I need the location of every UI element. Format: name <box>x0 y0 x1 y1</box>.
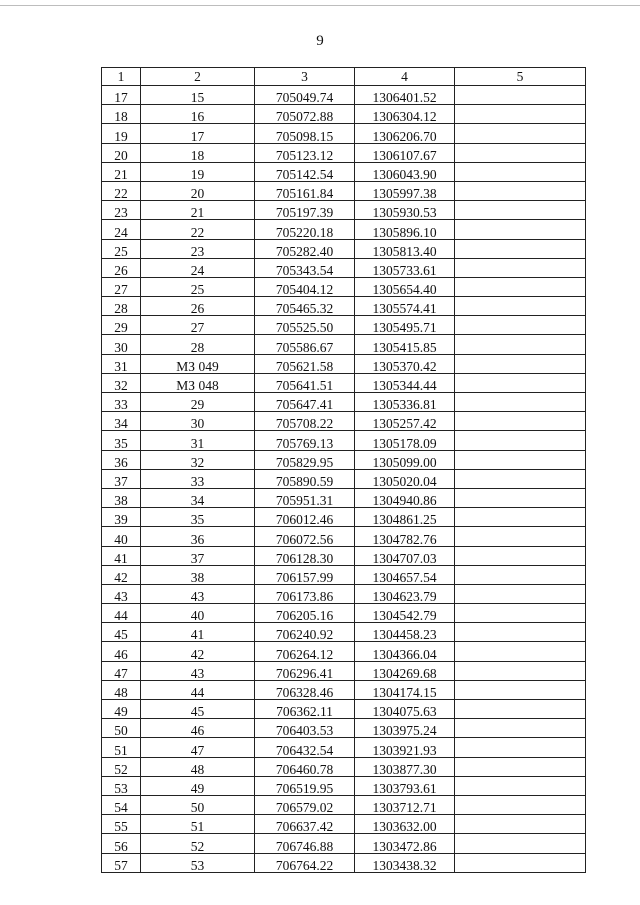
cell-point-id: 40 <box>141 604 255 623</box>
cell-note <box>455 316 586 335</box>
page-number: 9 <box>316 33 324 49</box>
cell-point-id: 18 <box>141 143 255 162</box>
cell-y-coordinate: 1306401.52 <box>355 86 455 105</box>
cell-x-coordinate: 705343.54 <box>255 258 355 277</box>
cell-row-number: 28 <box>102 297 141 316</box>
cell-note <box>455 412 586 431</box>
cell-point-id: 31 <box>141 431 255 450</box>
table-row <box>102 661 586 680</box>
cell-note <box>455 239 586 258</box>
cell-row-number: 30 <box>102 335 141 354</box>
table-row <box>102 680 586 699</box>
table-header-row <box>102 68 586 86</box>
cell-note <box>455 431 586 450</box>
cell-point-id: 28 <box>141 335 255 354</box>
cell-note <box>455 373 586 392</box>
cell-y-coordinate: 1306304.12 <box>355 105 455 124</box>
cell-point-id: 53 <box>141 853 255 872</box>
cell-point-id: 22 <box>141 220 255 239</box>
cell-row-number: 25 <box>102 239 141 258</box>
cell-y-coordinate: 1305574.41 <box>355 297 455 316</box>
cell-point-id: 35 <box>141 508 255 527</box>
cell-note <box>455 469 586 488</box>
cell-x-coordinate: 706012.46 <box>255 508 355 527</box>
table-row <box>102 527 586 546</box>
table-row <box>102 124 586 143</box>
cell-row-number: 40 <box>102 527 141 546</box>
cell-point-id: 48 <box>141 757 255 776</box>
cell-x-coordinate: 705049.74 <box>255 86 355 105</box>
cell-note <box>455 700 586 719</box>
cell-y-coordinate: 1305336.81 <box>355 393 455 412</box>
cell-note <box>455 450 586 469</box>
table-body <box>102 86 586 873</box>
cell-y-coordinate: 1305099.00 <box>355 450 455 469</box>
cell-x-coordinate: 705708.22 <box>255 412 355 431</box>
cell-x-coordinate: 706296.41 <box>255 661 355 680</box>
cell-y-coordinate: 1306043.90 <box>355 162 455 181</box>
cell-point-id: 44 <box>141 680 255 699</box>
cell-note <box>455 393 586 412</box>
cell-x-coordinate: 706264.12 <box>255 642 355 661</box>
cell-point-id: 49 <box>141 776 255 795</box>
cell-x-coordinate: 706362.11 <box>255 700 355 719</box>
cell-point-id: 24 <box>141 258 255 277</box>
cell-y-coordinate: 1303877.30 <box>355 757 455 776</box>
cell-y-coordinate: 1305257.42 <box>355 412 455 431</box>
cell-y-coordinate: 1304174.15 <box>355 680 455 699</box>
table-row <box>102 181 586 200</box>
cell-row-number: 23 <box>102 201 141 220</box>
cell-x-coordinate: 706637.42 <box>255 815 355 834</box>
cell-point-id: 23 <box>141 239 255 258</box>
cell-point-id: 26 <box>141 297 255 316</box>
cell-row-number: 31 <box>102 354 141 373</box>
cell-note <box>455 86 586 105</box>
table-row <box>102 815 586 834</box>
cell-point-id: 20 <box>141 181 255 200</box>
cell-row-number: 18 <box>102 105 141 124</box>
cell-row-number: 39 <box>102 508 141 527</box>
cell-y-coordinate: 1303793.61 <box>355 776 455 795</box>
cell-point-id: 21 <box>141 201 255 220</box>
table-row <box>102 776 586 795</box>
cell-point-id: 45 <box>141 700 255 719</box>
cell-x-coordinate: 705525.50 <box>255 316 355 335</box>
cell-note <box>455 738 586 757</box>
cell-y-coordinate: 1304940.86 <box>355 488 455 507</box>
cell-y-coordinate: 1304782.76 <box>355 527 455 546</box>
cell-y-coordinate: 1304269.68 <box>355 661 455 680</box>
cell-y-coordinate: 1304707.03 <box>355 546 455 565</box>
table-row <box>102 604 586 623</box>
top-rule <box>0 5 640 6</box>
cell-x-coordinate: 706746.88 <box>255 834 355 853</box>
cell-row-number: 56 <box>102 834 141 853</box>
cell-note <box>455 776 586 795</box>
cell-note <box>455 124 586 143</box>
cell-note <box>455 584 586 603</box>
cell-x-coordinate: 705282.40 <box>255 239 355 258</box>
cell-point-id: 41 <box>141 623 255 642</box>
cell-row-number: 34 <box>102 412 141 431</box>
cell-y-coordinate: 1303472.86 <box>355 834 455 853</box>
cell-row-number: 24 <box>102 220 141 239</box>
cell-row-number: 44 <box>102 604 141 623</box>
cell-x-coordinate: 706157.99 <box>255 565 355 584</box>
cell-row-number: 53 <box>102 776 141 795</box>
table-row <box>102 508 586 527</box>
cell-note <box>455 795 586 814</box>
cell-row-number: 46 <box>102 642 141 661</box>
cell-row-number: 48 <box>102 680 141 699</box>
cell-note <box>455 527 586 546</box>
table-row <box>102 853 586 872</box>
table-row <box>102 412 586 431</box>
cell-note <box>455 565 586 584</box>
cell-y-coordinate: 1303975.24 <box>355 719 455 738</box>
table-row <box>102 143 586 162</box>
cell-point-id: 29 <box>141 393 255 412</box>
cell-x-coordinate: 705098.15 <box>255 124 355 143</box>
cell-x-coordinate: 705404.12 <box>255 277 355 296</box>
cell-row-number: 29 <box>102 316 141 335</box>
cell-point-id: 15 <box>141 86 255 105</box>
cell-row-number: 47 <box>102 661 141 680</box>
cell-y-coordinate: 1305733.61 <box>355 258 455 277</box>
cell-y-coordinate: 1305896.10 <box>355 220 455 239</box>
cell-point-id: 27 <box>141 316 255 335</box>
cell-note <box>455 258 586 277</box>
table-row <box>102 719 586 738</box>
cell-row-number: 42 <box>102 565 141 584</box>
cell-row-number: 21 <box>102 162 141 181</box>
cell-point-id: 43 <box>141 584 255 603</box>
cell-point-id: 33 <box>141 469 255 488</box>
cell-note <box>455 277 586 296</box>
cell-point-id: МЗ 049 <box>141 354 255 373</box>
cell-row-number: 36 <box>102 450 141 469</box>
table-row <box>102 584 586 603</box>
cell-row-number: 26 <box>102 258 141 277</box>
cell-x-coordinate: 706072.56 <box>255 527 355 546</box>
cell-x-coordinate: 705465.32 <box>255 297 355 316</box>
cell-x-coordinate: 705586.67 <box>255 335 355 354</box>
cell-note <box>455 297 586 316</box>
cell-point-id: 42 <box>141 642 255 661</box>
cell-note <box>455 834 586 853</box>
cell-note <box>455 201 586 220</box>
cell-note <box>455 105 586 124</box>
cell-y-coordinate: 1304366.04 <box>355 642 455 661</box>
table-row <box>102 373 586 392</box>
table-row <box>102 431 586 450</box>
cell-note <box>455 143 586 162</box>
table-row <box>102 354 586 373</box>
cell-y-coordinate: 1304075.63 <box>355 700 455 719</box>
cell-row-number: 37 <box>102 469 141 488</box>
cell-x-coordinate: 705951.31 <box>255 488 355 507</box>
table-row <box>102 700 586 719</box>
table-row <box>102 488 586 507</box>
cell-point-id: 34 <box>141 488 255 507</box>
cell-x-coordinate: 706205.16 <box>255 604 355 623</box>
cell-point-id: 37 <box>141 546 255 565</box>
cell-row-number: 20 <box>102 143 141 162</box>
cell-row-number: 41 <box>102 546 141 565</box>
cell-row-number: 17 <box>102 86 141 105</box>
table-row <box>102 738 586 757</box>
cell-row-number: 54 <box>102 795 141 814</box>
cell-point-id: 30 <box>141 412 255 431</box>
cell-x-coordinate: 706240.92 <box>255 623 355 642</box>
table-row <box>102 393 586 412</box>
cell-x-coordinate: 706432.54 <box>255 738 355 757</box>
cell-note <box>455 488 586 507</box>
cell-note <box>455 604 586 623</box>
cell-point-id: 19 <box>141 162 255 181</box>
cell-note <box>455 623 586 642</box>
cell-row-number: 35 <box>102 431 141 450</box>
cell-x-coordinate: 705072.88 <box>255 105 355 124</box>
table-row <box>102 201 586 220</box>
cell-y-coordinate: 1304657.54 <box>355 565 455 584</box>
cell-point-id: 43 <box>141 661 255 680</box>
cell-point-id: 32 <box>141 450 255 469</box>
table-row <box>102 642 586 661</box>
column-header: 3 <box>255 68 355 86</box>
cell-point-id: 47 <box>141 738 255 757</box>
table-row <box>102 565 586 584</box>
cell-point-id: 36 <box>141 527 255 546</box>
cell-y-coordinate: 1304458.23 <box>355 623 455 642</box>
cell-x-coordinate: 706173.86 <box>255 584 355 603</box>
cell-row-number: 55 <box>102 815 141 834</box>
cell-note <box>455 335 586 354</box>
cell-y-coordinate: 1305344.44 <box>355 373 455 392</box>
table-row <box>102 335 586 354</box>
cell-y-coordinate: 1303712.71 <box>355 795 455 814</box>
cell-x-coordinate: 705890.59 <box>255 469 355 488</box>
cell-point-id: 50 <box>141 795 255 814</box>
cell-y-coordinate: 1305178.09 <box>355 431 455 450</box>
table-row <box>102 623 586 642</box>
cell-y-coordinate: 1304861.25 <box>355 508 455 527</box>
cell-x-coordinate: 705641.51 <box>255 373 355 392</box>
cell-point-id: 38 <box>141 565 255 584</box>
cell-y-coordinate: 1306206.70 <box>355 124 455 143</box>
table-row <box>102 277 586 296</box>
table-row <box>102 795 586 814</box>
cell-x-coordinate: 705123.12 <box>255 143 355 162</box>
cell-x-coordinate: 705197.39 <box>255 201 355 220</box>
cell-note <box>455 757 586 776</box>
cell-x-coordinate: 706519.95 <box>255 776 355 795</box>
cell-x-coordinate: 706403.53 <box>255 719 355 738</box>
column-header: 4 <box>355 68 455 86</box>
cell-note <box>455 354 586 373</box>
table-row <box>102 316 586 335</box>
cell-point-id: 17 <box>141 124 255 143</box>
table-row <box>102 258 586 277</box>
table-row <box>102 239 586 258</box>
column-header: 1 <box>102 68 141 86</box>
cell-x-coordinate: 706764.22 <box>255 853 355 872</box>
cell-x-coordinate: 706579.02 <box>255 795 355 814</box>
cell-note <box>455 220 586 239</box>
table-row <box>102 162 586 181</box>
cell-point-id: 46 <box>141 719 255 738</box>
cell-note <box>455 181 586 200</box>
table-row <box>102 297 586 316</box>
cell-y-coordinate: 1305930.53 <box>355 201 455 220</box>
cell-note <box>455 815 586 834</box>
cell-x-coordinate: 706328.46 <box>255 680 355 699</box>
coordinates-table <box>101 67 586 873</box>
cell-note <box>455 642 586 661</box>
table-row <box>102 105 586 124</box>
table-row <box>102 834 586 853</box>
column-header: 2 <box>141 68 255 86</box>
cell-point-id: 51 <box>141 815 255 834</box>
table-row <box>102 469 586 488</box>
cell-row-number: 22 <box>102 181 141 200</box>
cell-point-id: 52 <box>141 834 255 853</box>
cell-y-coordinate: 1306107.67 <box>355 143 455 162</box>
column-header: 5 <box>455 68 586 86</box>
table-row <box>102 450 586 469</box>
cell-row-number: 19 <box>102 124 141 143</box>
cell-note <box>455 546 586 565</box>
table-row <box>102 546 586 565</box>
cell-y-coordinate: 1305370.42 <box>355 354 455 373</box>
cell-x-coordinate: 705829.95 <box>255 450 355 469</box>
cell-y-coordinate: 1303632.00 <box>355 815 455 834</box>
cell-x-coordinate: 706128.30 <box>255 546 355 565</box>
cell-x-coordinate: 705621.58 <box>255 354 355 373</box>
cell-y-coordinate: 1304623.79 <box>355 584 455 603</box>
cell-x-coordinate: 705647.41 <box>255 393 355 412</box>
cell-note <box>455 661 586 680</box>
cell-y-coordinate: 1304542.79 <box>355 604 455 623</box>
cell-row-number: 49 <box>102 700 141 719</box>
cell-note <box>455 162 586 181</box>
cell-y-coordinate: 1305654.40 <box>355 277 455 296</box>
cell-x-coordinate: 705220.18 <box>255 220 355 239</box>
cell-row-number: 27 <box>102 277 141 296</box>
cell-x-coordinate: 705142.54 <box>255 162 355 181</box>
cell-y-coordinate: 1305020.04 <box>355 469 455 488</box>
table-row <box>102 86 586 105</box>
cell-note <box>455 853 586 872</box>
cell-row-number: 38 <box>102 488 141 507</box>
cell-x-coordinate: 705161.84 <box>255 181 355 200</box>
cell-row-number: 32 <box>102 373 141 392</box>
cell-row-number: 33 <box>102 393 141 412</box>
cell-y-coordinate: 1303921.93 <box>355 738 455 757</box>
cell-row-number: 51 <box>102 738 141 757</box>
cell-row-number: 43 <box>102 584 141 603</box>
cell-row-number: 45 <box>102 623 141 642</box>
cell-point-id: МЗ 048 <box>141 373 255 392</box>
cell-x-coordinate: 705769.13 <box>255 431 355 450</box>
cell-x-coordinate: 706460.78 <box>255 757 355 776</box>
table-row <box>102 757 586 776</box>
cell-point-id: 25 <box>141 277 255 296</box>
cell-y-coordinate: 1305415.85 <box>355 335 455 354</box>
cell-point-id: 16 <box>141 105 255 124</box>
cell-y-coordinate: 1305495.71 <box>355 316 455 335</box>
cell-row-number: 50 <box>102 719 141 738</box>
cell-note <box>455 508 586 527</box>
table-row <box>102 220 586 239</box>
cell-y-coordinate: 1303438.32 <box>355 853 455 872</box>
cell-y-coordinate: 1305813.40 <box>355 239 455 258</box>
cell-note <box>455 719 586 738</box>
cell-note <box>455 680 586 699</box>
cell-row-number: 52 <box>102 757 141 776</box>
cell-y-coordinate: 1305997.38 <box>355 181 455 200</box>
cell-row-number: 57 <box>102 853 141 872</box>
